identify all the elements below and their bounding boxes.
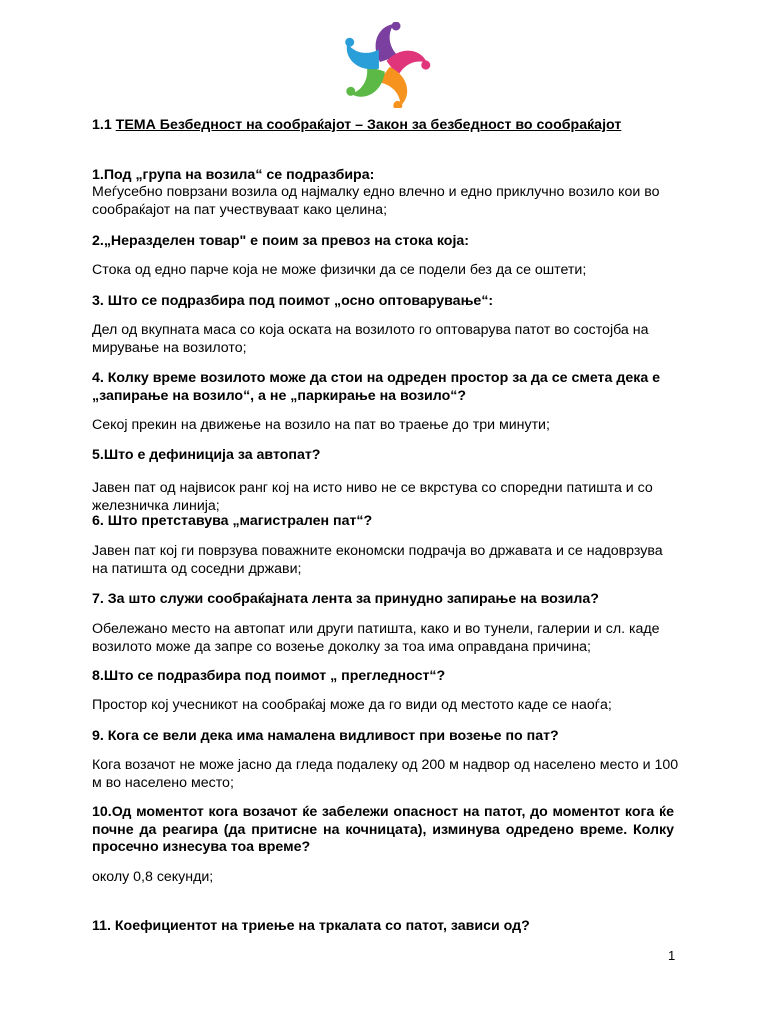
question-1: 1.Под „група на возила“ се подразбира: — [92, 167, 375, 183]
title-prefix: 1.1 — [92, 117, 116, 133]
question-3: 3. Што се подразбира под поимот „осно оптоварување“: — [92, 293, 494, 309]
answer-3: Дел од вкупната маса со која оската на возилото го оптоварува патот во состојба на мирување на возилото; — [92, 322, 649, 356]
answer-6: Јавен пат кој ги поврзува поважните економски подрачја во државата и се надоврзува на патишта од соседни држави; — [92, 543, 663, 577]
page-number: 1 — [668, 948, 676, 963]
answer-8: Простор кој учесникот на сообраќај може да го види од местото каде се наоѓа; — [92, 697, 612, 713]
answer-4: Секој прекин на движење на возило на пат во траење до три минути; — [92, 417, 550, 433]
document-title — [92, 117, 621, 135]
question-6: 6. Што претставува „магистрален пат“? — [92, 513, 373, 529]
question-9: 9. Кога се вели дека има намалена видливост при возење по пат? — [92, 728, 559, 744]
question-8: 8.Што се подразбира под поимот „ прегледност“? — [92, 668, 446, 684]
question-2: 2.„Неразделен товар" е поим за превоз на стока која: — [92, 233, 469, 249]
question-11: 11. Коефициентот на триење на тркалата со патот, зависи од? — [92, 918, 530, 934]
answer-7: Обележано место на автопат или други патишта, како и во тунели, галерии и сл. каде возилото може да запре со возење доколку за тоа има оправдана причина; — [92, 621, 660, 655]
answer-1: Меѓусебно поврзани возила од најмалку едно влечно и едно приклучно возило кои во сообраќајот на пат учествуваат како целина; — [92, 184, 660, 218]
question-4: 4. Колку време возилото може да стои на одреден простор за да се смета дека е „запирање на возило“, а не „паркирање на возило“? — [92, 370, 661, 404]
question-7: 7. За што служи сообраќајната лента за принудно запирање на возила? — [92, 591, 599, 607]
answer-10: околу 0,8 секунди; — [92, 869, 214, 885]
answer-2: Стока од едно парче која не може физички да се подели без да се оштети; — [92, 262, 587, 278]
organization-logo — [336, 22, 432, 108]
answer-5: Јавен пат од највисок ранг кој на исто ниво не се вкрстува со споредни патишта и со железничка линија; — [92, 480, 653, 514]
title-underlined: ТЕМА Безбедност на сообраќајот – Закон за безбедност во сообраќајот — [115, 117, 622, 133]
question-5: 5.Што е дефиниција за автопат? — [92, 447, 321, 463]
answer-9: Кога возачот не може јасно да гледа подалеку од 200 м надвор од населено место и 100 м во населено место; — [92, 757, 679, 791]
question-10: 10.Од моментот кога возачот ќе забележи опасност на патот, до моментот кога ќе почне да реагира (да притисне на кочницата), изминува одредено време. Колку просечно изнесува тоа време? — [92, 804, 674, 855]
